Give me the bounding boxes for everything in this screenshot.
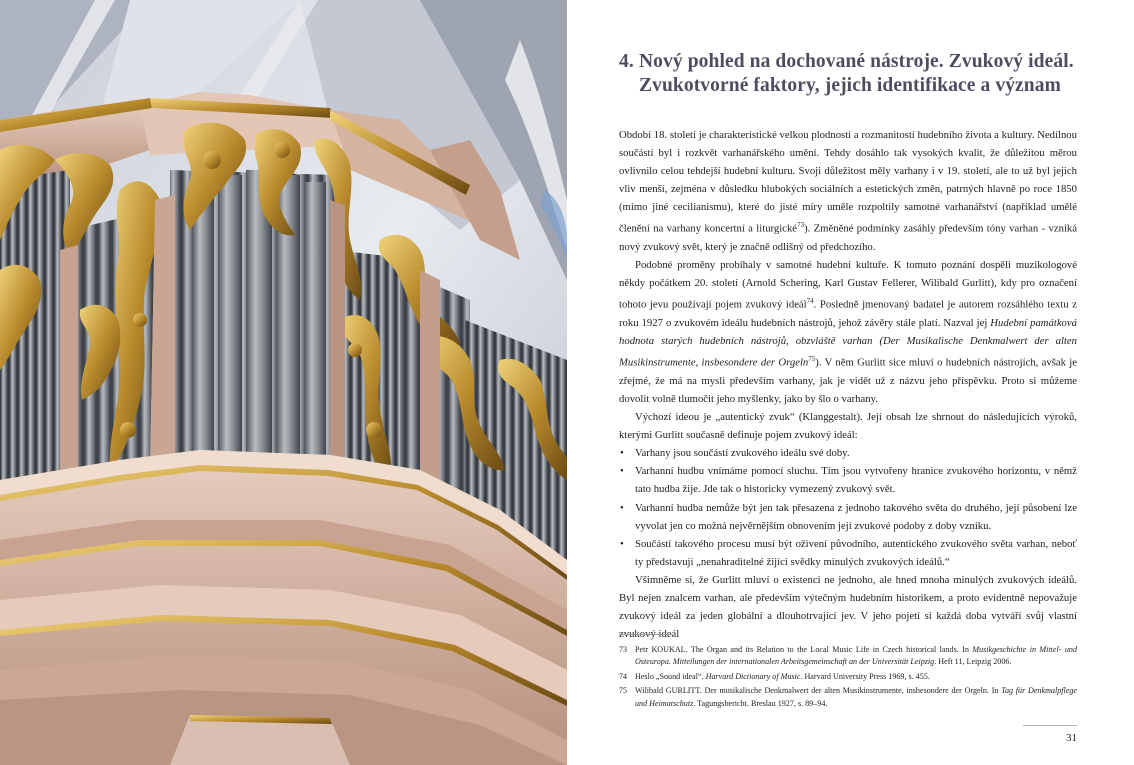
list-item [619,499,1077,535]
footnote-text: Petr KOUKAL. The Organ and its Relation to the Local Music Life in Czech historical lands. In [635,645,973,654]
footnote-divider [619,634,673,635]
footnote-ref-73: 73 [797,221,805,230]
footnote-title: Musikgeschichte in Mittel- und Osteuropa. Mitteilungen der internationalen Arbeitsgemeinschaft an der Universität Leipzig [635,645,1077,667]
paragraph-1-text: Období 18. století je charakteristické velkou plodností a rozmanitostí hudebního života a kultury. Nedílnou součástí byl i rozkvět varhanářského umění. Tehdy dosáhlo tak vysokých kvalit, že důležitou měrou ovlivnilo celou tehdejší hudební kulturu. Svoji důležitost měly varhany i v 19. století, ale to už byl jejich vliv menší, zejména v důsledku hlubokých sociálních a estetických změn, patrných hlavně po roce 1850 (mimo jiné cecilianismu), které do jisté míry uměle rozpoltily samotné varhanářství (například umělé členění na varhany koncertní a liturgické [619,129,1077,236]
footnote-text-end: . Harvard University Press 1969, s. 455. [800,671,930,681]
bullet-icon: • [620,501,624,514]
list-item-text: Varhanní hudba nemůže být jen tak přesazena z jednoho takového světa do druhého, její působení lze vyvolat jen co možná nejvěrnějším obnovením její zvukové podoby z doby vzniku. [635,501,1077,532]
body-text [619,126,1077,643]
paragraph-2-text-b: . Posledně jmenovaný badatel je autorem rozsáhlého textu z roku 1927 o zvukovém ideálu hudebních nástrojů, jehož závěry stále platí. Nazval jej [619,298,1077,330]
footnote-number: 74 [619,671,628,681]
list-item-text: Varhanní hudbu vnímáme pomocí sluchu. Tím jsou vytvořeny hranice zvukového horizontu, v němž tato hudba žije. Jde tak o historicky vymezený zvukový svět. [635,465,1077,496]
footnote-number: 75 [619,686,628,696]
paragraph-2 [619,256,1077,408]
footnote-text-end: . Heft 11, Leipzig 2006. [934,657,1012,667]
footnote-number: 73 [619,645,628,654]
page-number: 31 [1066,732,1077,744]
footnotes [619,644,1077,712]
footnote [619,671,1077,683]
list-item [619,444,1077,462]
paragraph-2-text-a: Podobné proměny probíhaly v samotné hudební kultuře. K tomuto poznání dospěli muzikologové někdy počátkem 20. století (Arnold Schering, Karl Gustav Fellerer, Wilibald Gurlitt), kdy pro označení tohoto jevu používají pojem zvukový ideál [619,259,1077,311]
list-item [619,535,1077,571]
footnote-ref-74: 74 [806,297,814,306]
chapter-title-line-1: Nový pohled na dochované nástroje. Zvukový ideál. [639,51,1074,72]
chapter-number: 4. [619,51,634,72]
footnote-text: Heslo „Sound ideal“. [635,671,706,681]
chapter-heading [619,50,1089,98]
footnote [619,644,1077,669]
footnote-text-end: . Tagungsbericht. Breslau 1927, s. 89–94. [693,698,828,708]
bullet-icon: • [620,447,624,460]
paragraph-1 [619,126,1077,256]
bullet-icon: • [620,537,624,550]
bullet-icon: • [620,465,624,478]
work-title: Hudební památková hodnota starých hudebních nástrojů, obzvláště varhan (Der Musikalische Denkmalwert der alten Musikinstrumente, insbesondere der Orgeln [619,317,1077,369]
footnote [619,685,1077,710]
footnote-title: Tag für Denkmalpflege und Heimatschutz [635,686,1077,708]
paragraph-3: Výchozí ideou je „autentický zvuk“ (Klanggestalt). Její obsah lze shrnout do následujících výroků, kterými Gurlitt současně definuje pojem zvukový ideál: [619,411,1077,442]
list-item-text: Varhany jsou součástí zvukového ideálu své doby. [635,447,850,460]
chapter-title-line-2: Zvukotvorné faktory, jejich identifikace a význam [639,75,1061,96]
list-item-text: Součástí takového procesu musí být oživení původního, autentického zvukového světa varhan, neboť ty představují „nenahraditelné žijící svědky minulých zvukových ideálů.“ [635,537,1077,568]
list-item [619,462,1077,498]
paragraph-1-end: ). Změněné podmínky zasáhly především tóny varhan - vzniká nový zvukový svět, který je značně odlišný od předchozího. [619,223,1078,254]
footnote-text: Wilibald GURLITT. Der musikalische Denkmalwert der alten Musikinstrumente, insbesondere der Orgeln. In [635,686,1002,696]
bullet-list [619,444,1077,571]
page-number-rule [1023,725,1077,726]
footnote-ref-75: 75 [808,355,816,364]
footnote-title: Harvard Dictionary of Music [705,671,801,681]
text-page [567,0,1134,765]
paragraph-4: Všimněme si, že Gurlitt mluví o existenci ne jednoho, ale hned mnoha minulých zvukových ideálů. Byl nejen znalcem varhan, ale především výtečným hudebním historikem, a proto evidentně nepovažuje zvukový ideál za jeden globální a dlouhotrvající jev. V jeho pojetí si každá doba vytváří svůj vlastní zvukový ideál [619,573,1077,641]
paragraph-2-text-c: ). V něm Gurlitt sice mluví o hudebních nástrojích, avšak je zřejmé, že má na mysli především varhany, jak je vidět už z názvu jeho příspěvku. Proto si můžeme dovolit volně tlumočit jeho myšlenky, jako by šlo o varhany. [619,356,1077,405]
